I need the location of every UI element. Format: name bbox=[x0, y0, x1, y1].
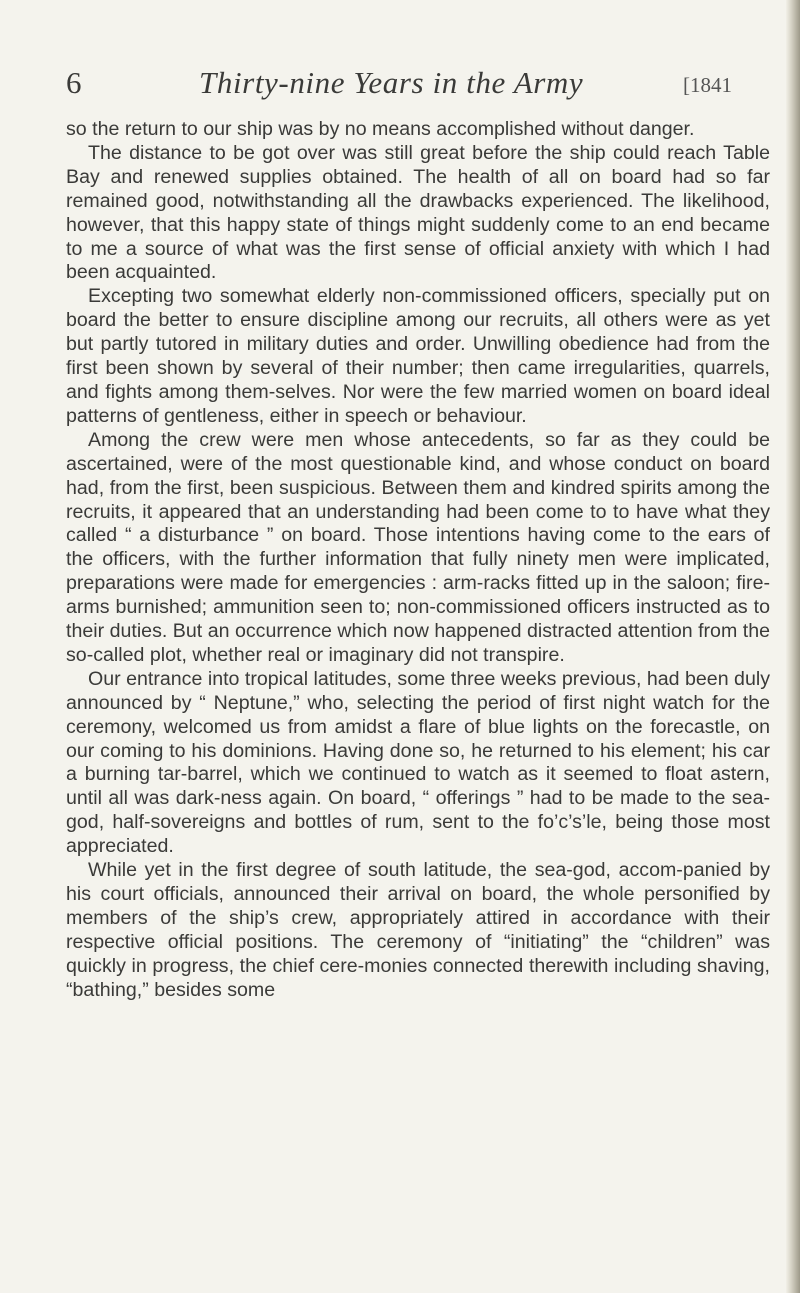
running-head bbox=[66, 65, 766, 105]
page-number: 6 bbox=[66, 65, 82, 100]
book-title: Thirty-nine Years in the Army bbox=[199, 65, 584, 100]
page-edge-shadow bbox=[786, 0, 800, 1293]
paragraph: The distance to be got over was still great before the ship could reach Table Bay and renewed supplies obtained. The health of all on board had so far remained good, notwithstanding all the drawbacks experienced. The likelihood, however, that this happy state of things might suddenly come to an end became to me a source of what was the first sense of official anxiety with which I had been acquainted. bbox=[66, 141, 770, 284]
body-text bbox=[66, 118, 770, 1003]
paragraph: While yet in the first degree of south latitude, the sea-god, accom-panied by his court officials, announced their arrival on board, the whole personified by members of the ship’s crew, appropriately attired in accordance with their respective official positions. The ceremony of “initiating” the “children” was quickly in progress, the chief cere-monies connected therewith including shaving, “bathing,” besides some bbox=[66, 859, 770, 1001]
paragraph: Excepting two somewhat elderly non-commissioned officers, specially put on board the better to ensure discipline among our recruits, all others were as yet but partly tutored in military duties and order. Unwilling obedience had from the first been shown by several of their number; then came irregularities, quarrels, and fights among them-selves. Nor were the few married women on board ideal patterns of gentleness, either in speech or behaviour. bbox=[66, 285, 770, 427]
paragraph: Among the crew were men whose antecedents, so far as they could be ascertained, were of the most questionable kind, and whose conduct on board had, from the first, been suspicious. Between them and kindred spirits among the recruits, it appeared that an understanding had been come to to have what they called “ a disturbance ” on board. Those intentions having come to the ears of the officers, with the further information that fully ninety men were implicated, preparations were made for emergencies : arm-racks fitted up in the saloon; fire-arms burnished; ammunition seen to; non-commissioned officers instructed as to their duties. But an occurrence which now happened distracted attention from the so-called plot, whether real or imaginary did not transpire. bbox=[66, 428, 770, 666]
running-head-year: [1841 bbox=[683, 73, 732, 97]
paragraph: Our entrance into tropical latitudes, some three weeks previous, had been duly announced by “ Neptune,” who, selecting the period of first night watch for the ceremony, welcomed us from amidst a flare of blue lights on the forecastle, on our coming to his dominions. Having done so, he returned to his element; his car a burning tar-barrel, which we continued to watch as it seemed to float astern, until all was dark-ness again. On board, “ offerings ” had to be made to the sea-god, half-sovereigns and bottles of rum, sent to the fo’c’s’le, being those most appreciated. bbox=[66, 667, 770, 858]
paragraph-continuation: so the return to our ship was by no means accomplished without danger. bbox=[66, 118, 695, 140]
